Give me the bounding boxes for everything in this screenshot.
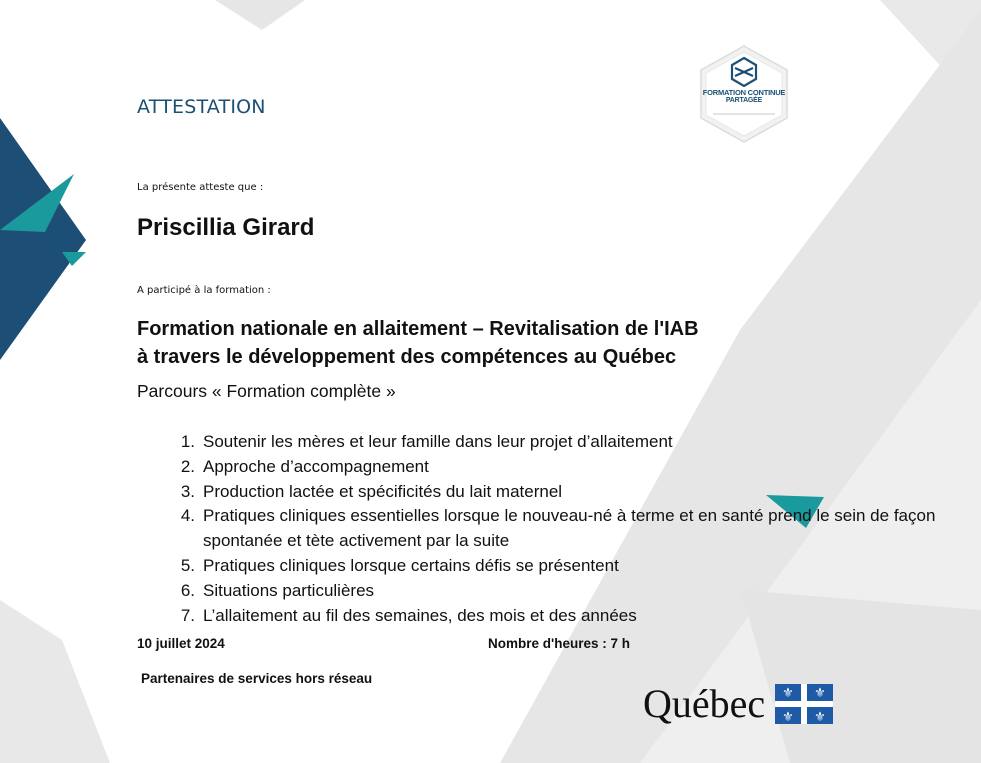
module-item [137, 455, 981, 480]
course-title-line1: Formation nationale en allaitement – Revitalisation de l'IAB [137, 318, 699, 340]
bg-left-navy-shape [0, 118, 86, 360]
course-title [137, 315, 699, 371]
module-item [137, 604, 981, 629]
module-item [137, 504, 981, 554]
hours-count: Nombre d'heures : 7 h [488, 636, 630, 651]
module-text: Pratiques cliniques lorsque certains défis se présentent [203, 555, 619, 575]
module-number: 2. [180, 456, 195, 476]
attests-label: La présente atteste que : [137, 182, 264, 193]
module-text: Soutenir les mères et leur famille dans leur projet d’allaitement [203, 432, 673, 451]
module-item [137, 480, 981, 505]
bg-top-triangle [215, 0, 305, 30]
module-text: Pratiques cliniques essentielles lorsque le nouveau-né à terme et en santé prend le sein de façon spontanée et tète activement par la suite [203, 506, 936, 551]
modules-list [137, 430, 981, 628]
bg-bottom-left-shape [0, 600, 110, 763]
module-number: 4. [180, 506, 195, 526]
quebec-flag-icon [775, 684, 833, 724]
quebec-wordmark: Québec [643, 681, 766, 726]
quebec-logo [643, 681, 833, 727]
course-parcours: Parcours « Formation complète » [137, 381, 396, 401]
recipient-name: Priscillia Girard [137, 214, 315, 241]
participated-label: A participé à la formation : [137, 285, 271, 296]
certificate-title: ATTESTATION [137, 96, 266, 118]
module-number: 1. [180, 432, 195, 451]
module-text: L’allaitement au fil des semaines, des mois et des années [203, 605, 637, 625]
partners-label: Partenaires de services hors réseau [141, 671, 373, 686]
module-number: 5. [180, 555, 195, 575]
svg-text:⚜: ⚜ [782, 710, 794, 724]
module-text: Situations particulières [203, 580, 375, 600]
completion-date: 10 juillet 2024 [137, 636, 225, 651]
module-item [137, 579, 981, 604]
module-text: Approche d’accompagnement [203, 456, 429, 476]
svg-text:⚜: ⚜ [814, 686, 826, 701]
course-title-line2: à travers le développement des compétences au Québec [137, 346, 677, 368]
module-number: 6. [180, 580, 195, 600]
module-text: Production lactée et spécificités du lait maternel [203, 481, 563, 501]
svg-text:⚜: ⚜ [782, 686, 794, 701]
badge-text-line2: PARTAGÉE [725, 97, 763, 104]
svg-text:⚜: ⚜ [814, 710, 826, 724]
formation-continue-badge [699, 44, 789, 144]
module-item [137, 430, 981, 455]
module-number: 3. [180, 481, 195, 501]
module-item [137, 554, 981, 579]
badge-text-line1: FORMATION CONTINUE [702, 88, 786, 97]
module-number: 7. [180, 605, 195, 625]
